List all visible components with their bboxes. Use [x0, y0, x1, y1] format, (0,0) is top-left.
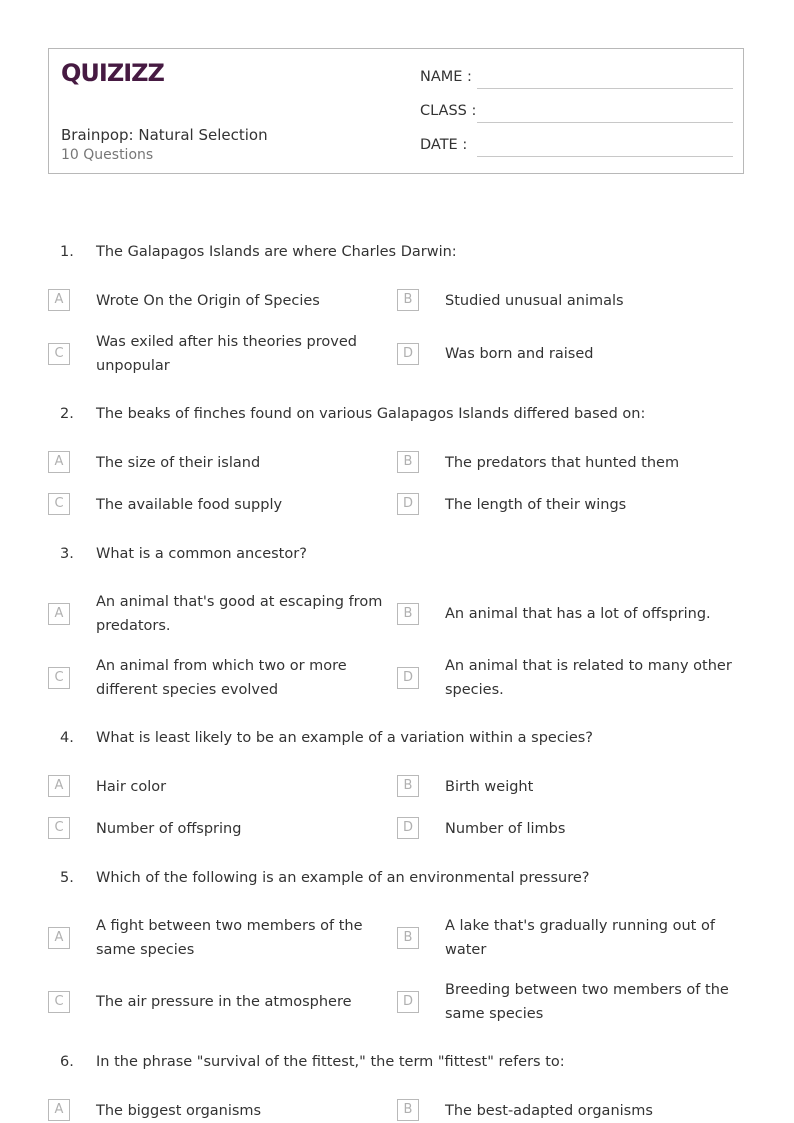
option-text: Was exiled after his theories proved unpopular [96, 334, 357, 374]
question-text: In the phrase "survival of the fittest," the term "fittest" refers to: [96, 1054, 565, 1070]
question-number: 4. [60, 730, 74, 746]
question-number: 2. [60, 406, 74, 422]
option-letter-box[interactable]: C [48, 493, 70, 515]
option-text: Studied unusual animals [445, 293, 624, 309]
option-text: A lake that's gradually running out of water [445, 918, 715, 958]
class-label: CLASS : [420, 103, 477, 119]
option-text: Breeding between two members of the same species [445, 982, 729, 1022]
option-text: Number of offspring [96, 821, 242, 837]
option-letter-box[interactable]: B [397, 451, 419, 473]
date-label: DATE : [420, 137, 468, 153]
option-text: Birth weight [445, 779, 534, 795]
option-letter-box[interactable]: B [397, 1099, 419, 1121]
option-letter-box[interactable]: C [48, 817, 70, 839]
option-text: The biggest organisms [96, 1103, 262, 1119]
option-letter-box[interactable]: C [48, 667, 70, 689]
option-text: The air pressure in the atmosphere [96, 994, 352, 1010]
option-letter-box[interactable]: D [397, 667, 419, 689]
option-text: The length of their wings [445, 497, 627, 513]
option-text: The best-adapted organisms [445, 1103, 653, 1119]
worksheet-title: Brainpop: Natural Selection [61, 126, 268, 144]
class-line[interactable] [477, 122, 733, 123]
question-text: Which of the following is an example of an environmental pressure? [96, 870, 590, 886]
option-letter-box[interactable]: A [48, 289, 70, 311]
option-letter-box[interactable]: A [48, 775, 70, 797]
option-letter-box[interactable]: B [397, 289, 419, 311]
option-text: Wrote On the Origin of Species [96, 293, 320, 309]
option-text: Hair color [96, 779, 167, 795]
option-letter-box[interactable]: D [397, 493, 419, 515]
question-text: The Galapagos Islands are where Charles Darwin: [96, 244, 457, 260]
question-number: 6. [60, 1054, 74, 1070]
quizizz-logo: QUIZIZZ [61, 59, 164, 87]
option-text: Was born and raised [445, 346, 594, 362]
question-count: 10 Questions [61, 147, 154, 163]
question-text: The beaks of finches found on various Galapagos Islands differed based on: [96, 406, 646, 422]
question-number: 5. [60, 870, 74, 886]
question-number: 3. [60, 546, 74, 562]
option-text: An animal that's good at escaping from predators. [96, 594, 383, 634]
option-letter-box[interactable]: C [48, 343, 70, 365]
option-text: An animal from which two or more different species evolved [96, 658, 347, 698]
option-letter-box[interactable]: A [48, 927, 70, 949]
option-letter-box[interactable]: D [397, 991, 419, 1013]
option-letter-box[interactable]: A [48, 603, 70, 625]
option-letter-box[interactable]: D [397, 817, 419, 839]
option-text: The size of their island [96, 455, 261, 471]
option-text: The available food supply [96, 497, 283, 513]
option-letter-box[interactable]: A [48, 451, 70, 473]
option-letter-box[interactable]: A [48, 1099, 70, 1121]
option-letter-box[interactable]: B [397, 603, 419, 625]
option-text: An animal that has a lot of offspring. [445, 606, 711, 622]
worksheet-header [48, 48, 744, 174]
name-label: NAME : [420, 69, 472, 85]
option-text: A fight between two members of the same species [96, 918, 363, 958]
option-text: An animal that is related to many other species. [445, 658, 732, 698]
option-text: The predators that hunted them [445, 455, 680, 471]
option-letter-box[interactable]: D [397, 343, 419, 365]
option-letter-box[interactable]: B [397, 927, 419, 949]
question-text: What is a common ancestor? [96, 546, 307, 562]
option-letter-box[interactable]: B [397, 775, 419, 797]
option-text: Number of limbs [445, 821, 566, 837]
question-number: 1. [60, 244, 74, 260]
question-text: What is least likely to be an example of a variation within a species? [96, 730, 594, 746]
name-line[interactable] [477, 88, 733, 89]
date-line[interactable] [477, 156, 733, 157]
option-letter-box[interactable]: C [48, 991, 70, 1013]
